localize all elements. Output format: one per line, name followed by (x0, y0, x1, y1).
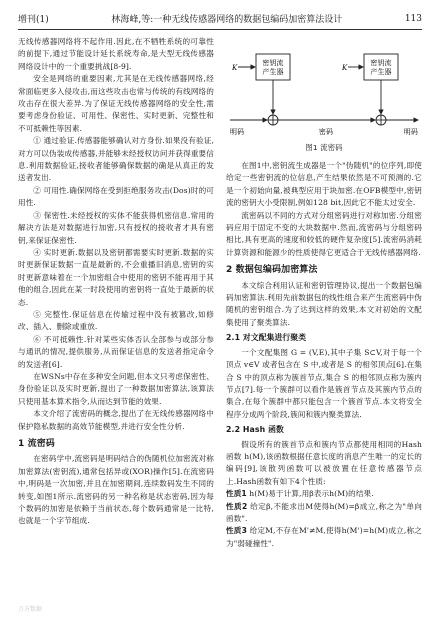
figure-caption: 图1 流密码 (305, 143, 343, 152)
page-header (18, 8, 422, 30)
stream-cipher-diagram (226, 36, 422, 140)
plaintext-out-label: 明码 (403, 128, 418, 136)
property-2 (226, 501, 422, 526)
paragraph: 在图1中,密钥流生成器是一个"伪随机"的位序列,即使给定一些密钥流的位信息,产生结果依然是不可预测的.它是一个初始向量,被典型应用于块加密.在OFB模型中,密钥流的密钥大小受限制,例如128 bit,因此它不能太过安全. (226, 161, 422, 208)
property-1 (226, 488, 422, 500)
property-title: 性质1 (226, 489, 247, 499)
plaintext-in-label: 明码 (230, 128, 245, 136)
paragraph: ⑤ 完整性.保证信息在传输过程中没有被篡改,如修改、插入、删除或重放. (18, 309, 214, 332)
left-column (18, 36, 214, 528)
keystream-generator-left (256, 54, 290, 80)
property-text: 给定M,不存在M'≠M,使得h(M')=h(M)成立,称之为"弱碰撞性". (226, 526, 422, 548)
right-column (226, 36, 422, 550)
property-text: 给定β,不能求出M使得h(M)=β成立,称之为"单向函数". (226, 501, 422, 523)
paragraph: 在WSNs中存在多种安全问题,但本文只考虑保密性、身份验证以及实时更新,提出了一种数据加密算法,该算法只使用基本算术指令,从而达到节能的效果. (18, 371, 214, 406)
section-heading: 1 流密码 (18, 439, 55, 449)
running-title: 林海峰,等:一种无线传感器网络的数据包编码加密算法设计 (111, 15, 343, 25)
keystream-generator-right (364, 54, 398, 80)
property-title: 性质3 (226, 526, 247, 536)
paragraph: 本文介绍了流密码的概念,提出了在无线传感器网络中保护隐私数据的高效节能模型,并进行安全性分析. (18, 409, 214, 431)
property-title: 性质2 (226, 501, 248, 511)
subsection-heading: 2.2 Hash 函数 (226, 425, 284, 435)
paragraph: ② 可用性.确保网络在受到拒绝服务攻击(Dos)时的可用性. (18, 185, 214, 208)
key-label-right: K (342, 64, 348, 72)
paragraph: ⑥ 不可抵赖性.针对某些实体否认全部参与或部分参与通讯的情况,提供服务,从而保证信息的发送者指定命令的发送者[6]. (18, 334, 214, 369)
paragraph: 一个文配集图 G = (V,E),其中子集 S⊂V,对于每一个顶点 v∈V 或者包含在 S 中,或者是 S 的相邻顶点[6].在集合 S 中的顶点称为簇首节点,集合 S 的相邻顶点称为簇内节点[7].每一个簇群可以看作是簇首节点及其簇内节点的集合,在每个簇群中都只能包含一个簇首节点.本文将安全程序分成两个阶段,簇间和簇内聚类算法. (226, 347, 422, 419)
paragraph: 流密码以不同的方式对分组密码进行对称加密.分组密码应用于固定不变的大块数据中.然而,流密码与分组密码相比,具有更高的速度和较低的硬件复杂度[5].流密码消耗计算资源和能源少的性质使得它更适合于无线传感器网络. (226, 210, 422, 257)
stream-cipher-figure (226, 36, 422, 156)
key-label-left: K (232, 64, 238, 72)
generator-label-right: 密钥流产生器 (370, 59, 392, 76)
watermark: 万方数据 (18, 606, 43, 613)
paragraph: 安全是网络的重要因素,尤其是在无线传感器网络,经常面临更多入侵攻击,而这些攻击也常与传统的有线网络的攻击存在很大差异.为了保证无线传感器网络的安全性,需要考虑身份验证、可用性、保密性、实时更新、完整性和不可抵赖性等因素. (18, 74, 214, 133)
generator-label-left: 密钥流产生器 (262, 59, 284, 76)
paragraph: 无线传感器网络将不起作用.因此,在不牺牲系统的可靠性的前提下,通过节能设计延长系统寿命,是大型无线传感器网络设计中的一个重要挑战[8-9]. (18, 37, 214, 71)
journal-issue: 增刊(1) (18, 15, 49, 25)
paragraph: 在密码学中,流密码是明码结合的伪随机位加密流对称加密算法(密钥流),通常包括异或(XOR)操作[5].在流密码中,明码是一次加密,并且在加密期间,连续数码发生不同的转变,如图1所示.流密码的另一种名称是状态密码,因为每个数码的加密是依赖于当前状态,每个数码通常是一比特,也就是一个字节组成. (18, 454, 214, 526)
property-3 (226, 525, 422, 550)
ciphertext-label: 密码 (318, 128, 334, 136)
paragraph: ③ 保密性.未经授权的实体不能获得机密信息.常用的解决方法是对数据进行加密,只有授权的接收者才具有密钥,来保证保密性. (18, 210, 214, 245)
subsection-heading: 2.1 对文配集进行聚类 (226, 333, 307, 343)
paragraph: ④ 实时更新.数据以及密钥都需要实时更新.数据的实时更新保证数据一直是最新的,不会重播旧消息,密钥的实时更新意味着在一个加密组合中使用的密钥不能再用于其他的组合,因此在某一时段使用的密钥将一直处于最新的状态. (18, 247, 214, 307)
paragraph: 假设所有的簇首节点和簇内节点都使用相同的Hash函数 h(M),该函数根据任意长度的消息产生唯一的定长的编码[9],该散列函数可以被放置在任意传感器节点上.Hash函数有如下4个性质: (226, 439, 422, 486)
paragraph: 本文综合利用认证和密钥管理协议,提出一个数据包编码加密算法.利用先前数据包的线性组合来产生流密码中伪随机的密钥组合.为了达到这样的效果,本文对初始的文配集使用了聚类算法. (226, 280, 422, 327)
property-text: h(M)易于计算,用β表示h(M)的结果. (246, 489, 374, 499)
paragraph: ① 通过验证.传感器能够确认对方身份.如果没有验证,对方可以伪装成传感器,并能够未经授权访问并获得重要信息.利用数据验证,接收者能够确保数据的确是从真正的发送者发出. (18, 136, 214, 183)
section-heading: 2 数据包编码加密算法 (226, 265, 318, 276)
page-number: 113 (404, 13, 422, 24)
